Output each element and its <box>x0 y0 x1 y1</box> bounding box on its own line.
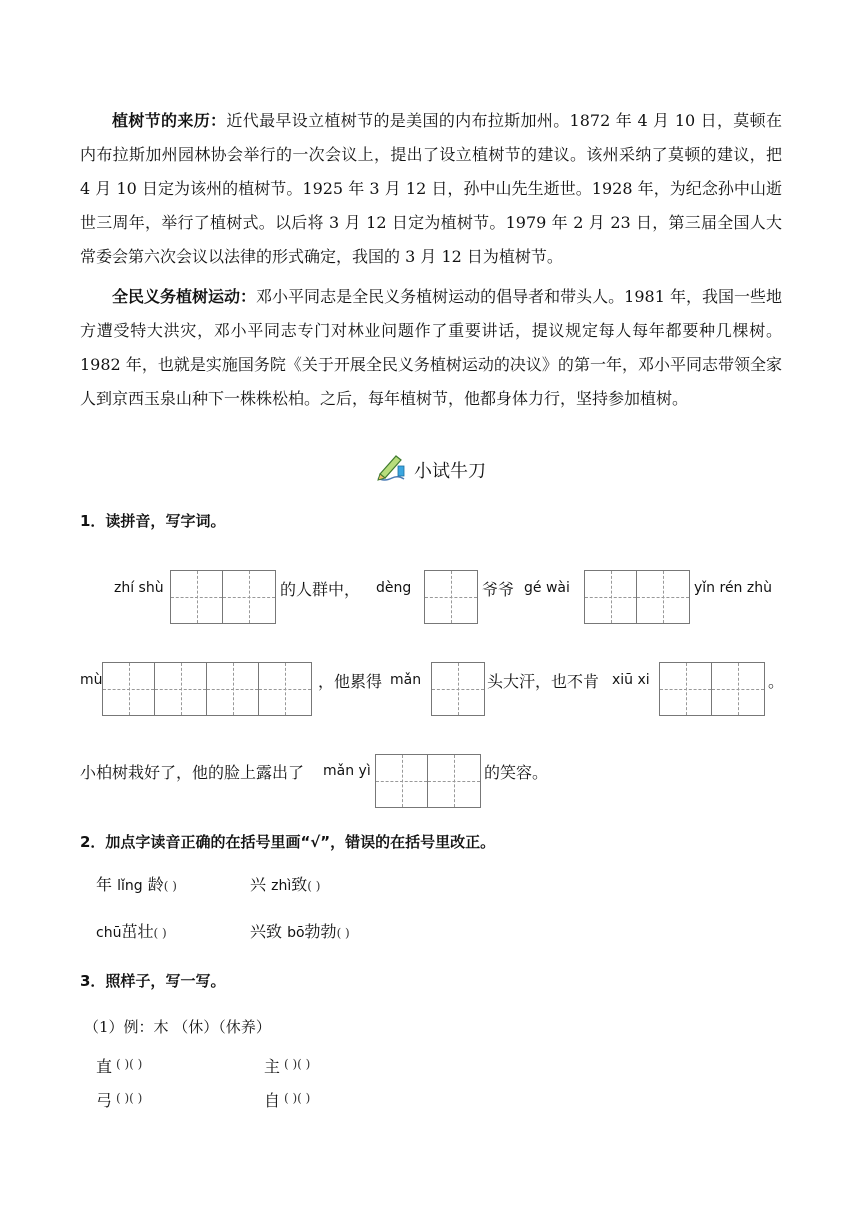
writing-grid[interactable] <box>102 662 312 716</box>
answer-item <box>96 872 177 895</box>
paragraph-heading: 全民义务植树运动： <box>112 287 257 306</box>
answer-item <box>250 919 350 942</box>
grid-cell[interactable] <box>207 663 259 715</box>
grid-cell[interactable] <box>425 571 477 623</box>
section-title-text: 小试牛刀 <box>414 461 486 482</box>
pinyin-prompt: chū <box>96 925 122 941</box>
item-prefix: 兴 <box>250 875 272 894</box>
grid-cell[interactable] <box>660 663 712 715</box>
base-character: 直 <box>96 1057 113 1076</box>
intro-paragraph-1 <box>80 104 782 274</box>
pinyin-prompt: zhì <box>271 878 292 894</box>
base-character: 弓 <box>96 1091 113 1110</box>
pinyin-prompt: mǎn <box>390 672 422 688</box>
grid-cell[interactable] <box>432 663 484 715</box>
question-1-title: 1．读拼音，写字词。 <box>80 512 226 530</box>
writing-grid[interactable] <box>659 662 765 716</box>
grid-cell[interactable] <box>155 663 207 715</box>
pinyin-prompt: xiū xi <box>612 672 650 688</box>
grid-cell[interactable] <box>428 755 480 807</box>
sentence-text: 小柏树栽好了，他的脸上露出了 <box>80 763 305 782</box>
pinyin-prompt: bō <box>287 925 305 941</box>
answer-blank[interactable]: ( ) <box>336 926 350 940</box>
answer-blank[interactable]: ( ) <box>307 879 321 893</box>
item-prefix: 兴致 <box>250 922 288 941</box>
pinyin-prompt: mù <box>80 672 103 688</box>
pen-writing-icon <box>374 452 408 488</box>
dotted-word: 致 <box>291 875 308 894</box>
sentence-text: 头大汗，也不肯 <box>487 672 600 691</box>
sentence-text: 。 <box>768 672 785 691</box>
pinyin-prompt: mǎn yì <box>323 763 371 779</box>
grid-cell[interactable] <box>376 755 428 807</box>
grid-cell[interactable] <box>712 663 764 715</box>
pinyin-prompt: gé wài <box>524 580 570 596</box>
answer-blank[interactable]: ( )( ) <box>284 1057 311 1071</box>
grid-cell[interactable] <box>585 571 637 623</box>
grid-cell[interactable] <box>223 571 275 623</box>
paragraph-body: 邓小平同志是全民义务植树运动的倡导者和带头人。1981 年，我国一些地方遭受特大洪灾，邓小平同志专门对林业问题作了重要讲话，提议规定每人每年都要种几棵树。1982 年，也就是实施国务院《关于开展全民义务植树运动的决议》的第一年，邓小平同志带领全家人到京西玉泉山种下一株株松柏。之后，每年植树节，他都身体力行，坚持参加植树。 <box>80 287 782 408</box>
answer-blank[interactable]: ( )( ) <box>284 1091 311 1105</box>
dotted-word: 勃勃 <box>304 922 337 941</box>
item-prefix: 年 <box>96 875 118 894</box>
writing-grid[interactable] <box>431 662 485 716</box>
pinyin-prompt: zhí shù <box>114 580 164 596</box>
sentence-text: 爷爷 <box>482 580 515 599</box>
pinyin-prompt: yǐn rén zhù <box>694 580 772 596</box>
answer-blank[interactable]: ( )( ) <box>116 1057 143 1071</box>
grid-cell[interactable] <box>259 663 311 715</box>
paragraph-body: 近代最早设立植树节的是美国的内布拉斯加州。1872 年 4 月 10 日，莫顿在内布拉斯加州园林协会举行的一次会议上，提出了设立植树节的建议。该州采纳了莫顿的建议，把 4 月 10 日定为该州的植树节。1925 年 3 月 12 日，孙中山先生逝世。1928 年，为纪念孙中山逝世三周年，举行了植树式。以后将 3 月 12 日定为植树节。1979 年 2 月 23 日，第三届全国人大常委会第六次会议以法律的形式确定，我国的 3 月 12 日为植树节。 <box>80 111 782 266</box>
intro-paragraph-2 <box>80 280 782 416</box>
writing-grid[interactable] <box>375 754 481 808</box>
sentence-text: ，他累得 <box>318 672 383 691</box>
question-2-title: 2．加点字读音正确的在括号里画“√”，错误的在括号里改正。 <box>80 833 496 851</box>
writing-grid[interactable] <box>170 570 276 624</box>
question-3-title: 3．照样子，写一写。 <box>80 972 226 990</box>
base-character: 主 <box>264 1057 281 1076</box>
answer-blank[interactable]: ( )( ) <box>116 1091 143 1105</box>
answer-blank[interactable]: ( ) <box>153 926 167 940</box>
section-title <box>0 452 860 488</box>
grid-cell[interactable] <box>103 663 155 715</box>
writing-grid[interactable] <box>424 570 478 624</box>
answer-blank[interactable]: ( ) <box>163 879 177 893</box>
example-line: （1）例：木 （休）（休养） <box>84 1018 271 1036</box>
answer-item <box>96 919 167 942</box>
base-character: 自 <box>264 1091 281 1110</box>
dotted-word: 茁壮 <box>121 922 154 941</box>
paragraph-heading: 植树节的来历： <box>112 111 227 130</box>
grid-cell[interactable] <box>171 571 223 623</box>
dotted-word: 龄 <box>147 875 164 894</box>
grid-cell[interactable] <box>637 571 689 623</box>
writing-grid[interactable] <box>584 570 690 624</box>
answer-item <box>250 872 320 895</box>
sentence-text: 的人群中， <box>280 580 361 599</box>
sentence-text: 的笑容。 <box>484 763 549 782</box>
pinyin-prompt: lǐng <box>117 878 143 894</box>
pinyin-prompt: dèng <box>376 580 412 596</box>
